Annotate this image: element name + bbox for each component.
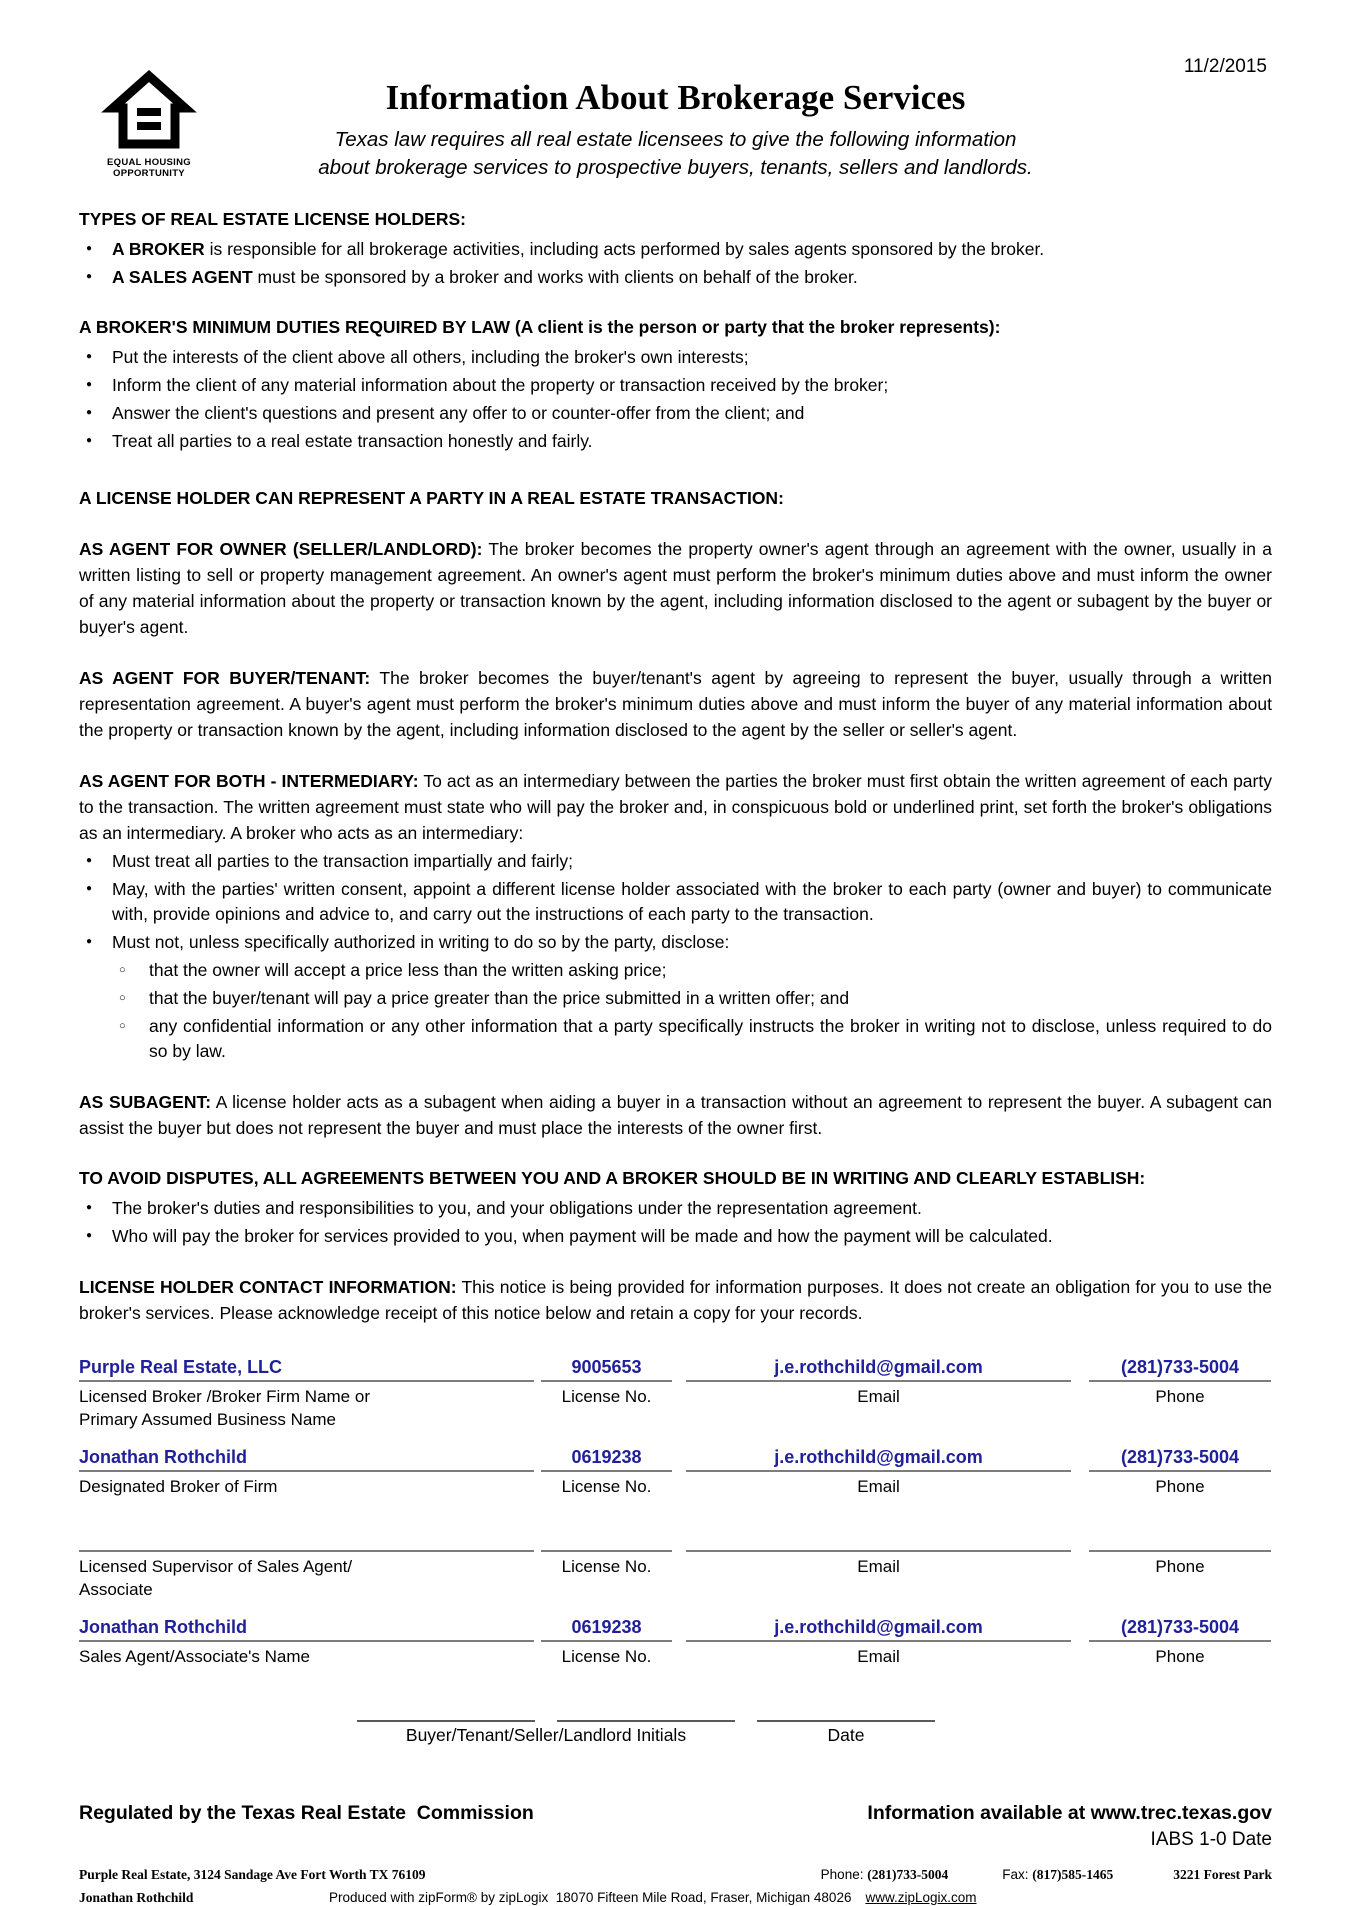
contact-row-broker-firm bbox=[79, 1354, 1272, 1382]
field-label: Phone bbox=[1155, 1647, 1205, 1666]
broker-firm-phone-field[interactable]: (281)733-5004 bbox=[1120, 1357, 1240, 1377]
section-heading: A LICENSE HOLDER CAN REPRESENT A PARTY IN A REAL ESTATE TRANSACTION: bbox=[79, 488, 784, 508]
bullet-lead: A BROKER bbox=[112, 239, 205, 259]
designated-broker-phone-field[interactable]: (281)733-5004 bbox=[1120, 1447, 1240, 1467]
contact-row-labels bbox=[79, 1382, 1272, 1431]
circle-bullet-icon: ○ bbox=[119, 964, 126, 976]
bullet-icon: ● bbox=[86, 379, 93, 390]
footer-phone-value: (281)733-5004 bbox=[867, 1867, 949, 1882]
footer-fax-value: (817)585-1465 bbox=[1032, 1867, 1114, 1882]
equal-housing-house-icon bbox=[107, 70, 191, 150]
logo-caption-line1: EQUAL HOUSING bbox=[107, 157, 191, 168]
field-label: License No. bbox=[561, 1557, 652, 1576]
contact-row-sales-agent bbox=[79, 1614, 1272, 1642]
list-item bbox=[79, 1224, 1272, 1249]
footer-fineprint-row1 bbox=[79, 1867, 1272, 1883]
designated-broker-license-field[interactable]: 0619238 bbox=[571, 1447, 642, 1467]
sub-list-item bbox=[79, 958, 1272, 983]
bullet-text: Inform the client of any material information about the property or transaction received by the broker; bbox=[112, 375, 889, 395]
contact-row-labels bbox=[79, 1552, 1272, 1601]
bullet-text: Answer the client's questions and present any offer to or counter-offer from the client; and bbox=[112, 403, 805, 423]
field-label: Phone bbox=[1155, 1387, 1205, 1406]
office-address-text: Purple Real Estate, 3124 Sandage Ave Fort Worth TX 76109 bbox=[79, 1867, 426, 1882]
field-label: License No. bbox=[561, 1387, 652, 1406]
paragraph-lead: LICENSE HOLDER CONTACT INFORMATION: bbox=[79, 1277, 457, 1297]
section-types bbox=[79, 207, 1272, 290]
field-label: Email bbox=[857, 1387, 900, 1406]
page-title: Information About Brokerage Services bbox=[385, 78, 966, 117]
paragraph-text: The broker becomes the property owner's agent through an agreement with the owner, usually in a written listing to sell or property management agreement. An owner's agent must perform the broker's minimum duties above and must inform the owner of any material information about the property or transaction known by the agent, including information disclosed to the agent or subagent by the buyer or buyer's agent. bbox=[79, 539, 1272, 637]
bullet-text: Put the interests of the client above all others, including the broker's own interests; bbox=[112, 347, 749, 367]
broker-firm-license-field[interactable]: 9005653 bbox=[571, 1357, 642, 1377]
section-duties bbox=[79, 315, 1272, 454]
footer-fax-label: Fax: bbox=[1002, 1867, 1029, 1882]
list-item bbox=[79, 849, 1272, 874]
form-version-text: IABS 1-0 Date bbox=[1150, 1829, 1272, 1850]
list-item bbox=[79, 1196, 1272, 1221]
paragraph-agent-buyer bbox=[79, 665, 1272, 743]
contact-row-labels bbox=[79, 1642, 1272, 1668]
form-date: 11/2/2015 bbox=[1183, 56, 1267, 77]
bullet-icon: ● bbox=[86, 1230, 93, 1241]
field-label: Phone bbox=[1155, 1557, 1205, 1576]
broker-firm-name-field[interactable]: Purple Real Estate, LLC bbox=[79, 1357, 283, 1377]
bullet-text: Must treat all parties to the transaction impartially and fairly; bbox=[112, 851, 574, 871]
field-label: Sales Agent/Associate's Name bbox=[79, 1647, 310, 1666]
footer-phone-label: Phone: bbox=[820, 1867, 864, 1882]
paragraph-contact-info bbox=[79, 1274, 1272, 1326]
field-label: Email bbox=[857, 1477, 900, 1496]
sales-agent-phone-field[interactable]: (281)733-5004 bbox=[1120, 1617, 1240, 1637]
list-item bbox=[79, 345, 1272, 370]
sales-agent-license-field[interactable]: 0619238 bbox=[571, 1617, 642, 1637]
field-label: Designated Broker of Firm bbox=[79, 1477, 278, 1496]
designated-broker-name-field[interactable]: Jonathan Rothchild bbox=[79, 1447, 247, 1467]
paragraph-agent-owner bbox=[79, 536, 1272, 640]
sales-agent-email-field[interactable]: j.e.rothchild@gmail.com bbox=[774, 1617, 983, 1637]
paragraph-text: A license holder acts as a subagent when aiding a buyer in a transaction without an agreement to represent the buyer. A subagent can assist the buyer but does not represent the buyer and must place the interests of the owner first. bbox=[79, 1092, 1273, 1138]
broker-firm-email-field[interactable]: j.e.rothchild@gmail.com bbox=[774, 1357, 983, 1377]
bullet-text: that the owner will accept a price less than the written asking price; bbox=[149, 960, 667, 980]
contact-row-supervisor bbox=[79, 1524, 1272, 1552]
date-label: Date bbox=[827, 1725, 865, 1745]
field-label: Email bbox=[857, 1557, 900, 1576]
section-heading: TO AVOID DISPUTES, ALL AGREEMENTS BETWEEN YOU AND A BROKER SHOULD BE IN WRITING AND CLEARLY ESTABLISH: bbox=[79, 1168, 1146, 1188]
footer-agent-name: Jonathan Rothchild bbox=[79, 1890, 194, 1905]
field-label: Email bbox=[857, 1647, 900, 1666]
section-represent bbox=[79, 486, 1272, 511]
bullet-text: any confidential information or any other information that a party specifically instructs the broker in writing not to disclose, unless required to do so by law. bbox=[149, 1016, 1272, 1061]
initials-signature-line[interactable] bbox=[357, 1698, 535, 1722]
date-signature-line[interactable] bbox=[757, 1698, 935, 1722]
equal-housing-logo bbox=[93, 70, 205, 179]
page-subtitle: Texas law requires all real estate licensees to give the following information about brokerage services to prospective buyers, tenants, sellers and landlords. bbox=[318, 128, 1033, 179]
bullet-icon: ● bbox=[86, 243, 93, 254]
produced-with-text: Produced with zipForm® by zipLogix 18070 Fifteen Mile Road, Fraser, Michigan 48026 bbox=[329, 1890, 852, 1905]
list-item bbox=[79, 373, 1272, 398]
paragraph-lead: AS AGENT FOR BUYER/TENANT: bbox=[79, 668, 371, 688]
signature-block bbox=[79, 1698, 1272, 1746]
initials-label: Buyer/Tenant/Seller/Landlord Initials bbox=[405, 1725, 687, 1745]
bullet-text: The broker's duties and responsibilities to you, and your obligations under the representation agreement. bbox=[112, 1198, 922, 1218]
bullet-lead: A SALES AGENT bbox=[112, 267, 253, 287]
footer-regulated-row bbox=[79, 1802, 1272, 1825]
bullet-icon: ● bbox=[86, 351, 93, 362]
bullet-icon: ● bbox=[86, 883, 93, 894]
contact-row-designated-broker bbox=[79, 1444, 1272, 1472]
section-heading: TYPES OF REAL ESTATE LICENSE HOLDERS: bbox=[79, 209, 466, 229]
field-label: Licensed Broker /Broker Firm Name or Primary Assumed Business Name bbox=[79, 1387, 370, 1429]
paragraph-agent-both bbox=[79, 768, 1272, 846]
bullet-icon: ● bbox=[86, 435, 93, 446]
bullet-text: that the buyer/tenant will pay a price greater than the price submitted in a written offer; and bbox=[149, 988, 850, 1008]
footer-tagline-text: 3221 Forest Park bbox=[1173, 1867, 1272, 1882]
footer-fineprint-row2 bbox=[79, 1890, 1272, 1906]
paragraph-lead: AS AGENT FOR OWNER (SELLER/LANDLORD): bbox=[79, 539, 483, 559]
bullet-text: Who will pay the broker for services provided to you, when payment will be made and how the payment will be calculated. bbox=[112, 1226, 1053, 1246]
list-item bbox=[79, 877, 1272, 927]
field-label: Licensed Supervisor of Sales Agent/ Associate bbox=[79, 1557, 353, 1599]
bullet-icon: ● bbox=[86, 271, 93, 282]
list-item bbox=[79, 429, 1272, 454]
paragraph-lead: AS SUBAGENT: bbox=[79, 1092, 212, 1112]
list-item bbox=[79, 930, 1272, 955]
info-available-text: Information available at www.trec.texas.gov bbox=[867, 1802, 1272, 1824]
field-label: License No. bbox=[561, 1477, 652, 1496]
bullet-icon: ● bbox=[86, 936, 93, 947]
sales-agent-name-field[interactable]: Jonathan Rothchild bbox=[79, 1617, 247, 1637]
paragraph-text: This notice is being provided for information purposes. It does not create an obligation for you to use the broker's services. Please acknowledge receipt of this notice below and retain a copy for your records. bbox=[79, 1277, 1272, 1323]
bullet-icon: ● bbox=[86, 855, 93, 866]
intermediary-list bbox=[79, 849, 1272, 1064]
designated-broker-email-field[interactable]: j.e.rothchild@gmail.com bbox=[774, 1447, 983, 1467]
bullet-icon: ● bbox=[86, 407, 93, 418]
paragraph-text: To act as an intermediary between the parties the broker must first obtain the written agreement of each party to the transaction. The written agreement must state who will pay the broker and, in conspicuous bold or underlined print, set forth the broker's obligations as an intermediary. A broker who acts as an intermediary: bbox=[79, 771, 1272, 843]
bullet-text: Treat all parties to a real estate transaction honestly and fairly. bbox=[112, 431, 593, 451]
list-item bbox=[79, 265, 1272, 290]
bullet-text: Must not, unless specifically authorized in writing to do so by the party, disclose: bbox=[112, 932, 730, 952]
circle-bullet-icon: ○ bbox=[119, 992, 126, 1004]
sub-list-item bbox=[79, 1014, 1272, 1064]
list-item bbox=[79, 401, 1272, 426]
field-label: Phone bbox=[1155, 1477, 1205, 1496]
bullet-text: must be sponsored by a broker and works with clients on behalf of the broker. bbox=[257, 267, 858, 287]
sub-list-item bbox=[79, 986, 1272, 1011]
paragraph-lead: AS AGENT FOR BOTH - INTERMEDIARY: bbox=[79, 771, 419, 791]
contact-row-labels bbox=[79, 1472, 1272, 1498]
circle-bullet-icon: ○ bbox=[119, 1020, 126, 1032]
bullet-text: is responsible for all brokerage activities, including acts performed by sales agents sponsored by the broker. bbox=[209, 239, 1045, 259]
initials-signature-line[interactable] bbox=[557, 1698, 735, 1722]
section-heading: A BROKER'S MINIMUM DUTIES REQUIRED BY LAW (A client is the person or party that the broker represents): bbox=[79, 317, 1001, 337]
bullet-text: May, with the parties' written consent, appoint a different license holder associated with the broker to each party (owner and buyer) to communicate with, provide opinions and advice to, and carry out the instructions of each party to the transaction. bbox=[112, 879, 1272, 924]
section-disputes bbox=[79, 1166, 1272, 1249]
logo-caption-line2: OPPORTUNITY bbox=[113, 168, 185, 179]
regulated-by-text: Regulated by the Texas Real Estate Commission bbox=[79, 1802, 534, 1824]
paragraph-text: The broker becomes the buyer/tenant's agent by agreeing to represent the buyer, usually through a written representation agreement. A buyer's agent must perform the broker's minimum duties above and must inform the buyer of any material information about the property or transaction known by the agent, including information disclosed to the agent by the seller or seller's agent. bbox=[79, 668, 1272, 740]
bullet-icon: ● bbox=[86, 1202, 93, 1213]
paragraph-subagent bbox=[79, 1089, 1272, 1141]
ziplogix-link[interactable]: www.zipLogix.com bbox=[865, 1890, 977, 1905]
field-label: License No. bbox=[561, 1647, 652, 1666]
list-item bbox=[79, 237, 1272, 262]
license-holder-contact-table bbox=[79, 1354, 1272, 1668]
form-header bbox=[79, 0, 1272, 182]
